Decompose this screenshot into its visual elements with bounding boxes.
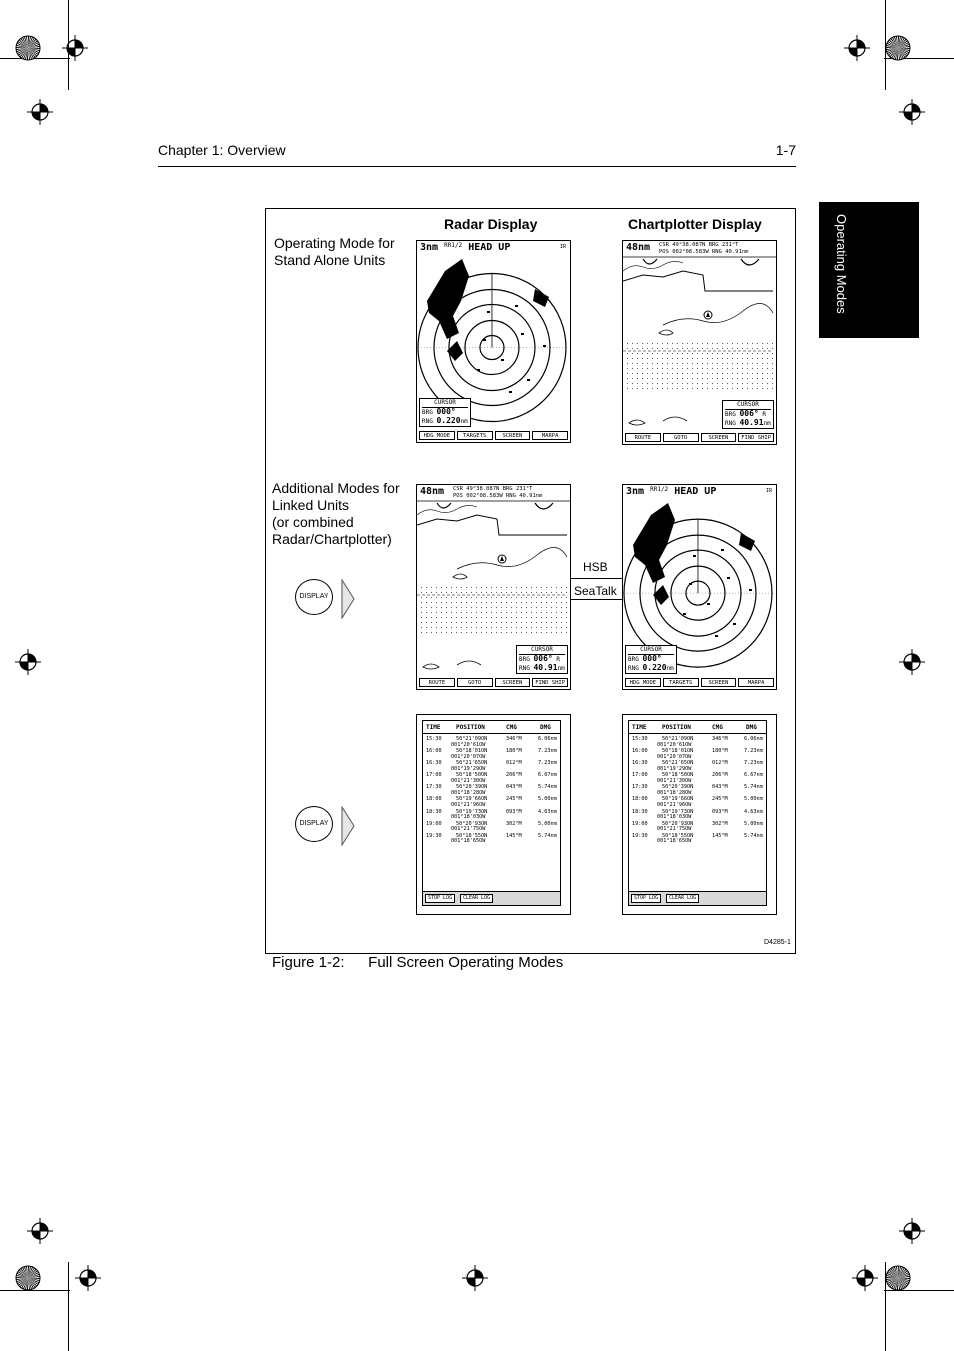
- coastline: [417, 515, 567, 535]
- row-lat: 50°21'09ON: [662, 736, 694, 742]
- softkey-targets[interactable]: TARGETS: [663, 678, 699, 687]
- row-lon: 001°21'96OW: [451, 801, 486, 808]
- target-echo: [543, 345, 546, 347]
- rng-unit: nm: [557, 665, 565, 672]
- row-lon: 001°21'75OW: [451, 826, 486, 833]
- registration-mark: [899, 649, 925, 675]
- row-dmg: 5.00nm: [538, 796, 557, 803]
- chapter-title: Chapter 1: Overview: [158, 142, 286, 158]
- row-lon: 001°20'07OW: [657, 753, 692, 760]
- registration-mark: [899, 1218, 925, 1244]
- cursor-readout: [419, 398, 471, 427]
- trim-mark: [68, 1262, 69, 1351]
- ir-indicator: IR: [765, 488, 772, 494]
- rng-label: RNG: [422, 418, 433, 425]
- clear-log-button[interactable]: CLEAR LOG: [666, 894, 699, 903]
- registration-mark: [462, 1265, 488, 1291]
- page-number: 1-7: [775, 142, 796, 158]
- table-row: [426, 833, 558, 845]
- target-echo: [477, 369, 480, 371]
- row-lon: 001°20'61OW: [657, 741, 692, 748]
- row-cmg: 180°M: [712, 748, 728, 755]
- brg-label: BRG: [422, 409, 433, 416]
- log-footer: [423, 891, 560, 905]
- row-dmg: 6.06nm: [744, 736, 763, 742]
- column-header: DMG: [540, 724, 551, 731]
- registration-mark: [27, 1218, 53, 1244]
- chart-scale: 48nm: [626, 242, 651, 253]
- table-row: [632, 784, 764, 796]
- row-lat: 50°19'73ON: [456, 808, 488, 815]
- cursor-readout: [625, 645, 677, 674]
- table-row: [426, 736, 558, 748]
- coastline: [623, 271, 773, 291]
- note-line: Operating Mode for: [274, 235, 395, 251]
- row-dmg: 4.63nm: [538, 808, 557, 815]
- row-time: 19:30: [632, 832, 648, 839]
- figure-number: Figure 1-2:: [272, 954, 345, 971]
- target-echo: [727, 577, 730, 579]
- hsb-label: HSB: [583, 560, 608, 574]
- rng-value: 0.220: [642, 663, 667, 672]
- row-dmg: 7.23nm: [744, 748, 763, 755]
- brg-value: 000°: [436, 407, 456, 416]
- row-time: 16:00: [632, 748, 648, 755]
- registration-mark: [75, 1265, 101, 1291]
- row-lat: 50°18'55ON: [456, 832, 488, 839]
- row-lon: 001°18'28OW: [657, 789, 692, 796]
- radar-range: 3nm $^{RR1/2}$ HEAD UP: [626, 486, 717, 497]
- table-row: [426, 809, 558, 821]
- brg-label: BRG: [628, 656, 639, 663]
- row-lon: 001°18'03OW: [657, 814, 692, 821]
- radar-mode: HEAD UP: [674, 486, 717, 497]
- registration-mark: [899, 99, 925, 125]
- row-cmg: 302°M: [506, 820, 522, 827]
- row-lon: 001°18'65OW: [451, 838, 486, 845]
- registration-mark: [27, 99, 53, 125]
- row-lon: 001°18'65OW: [657, 838, 692, 845]
- softkey-screen[interactable]: SCREEN: [495, 431, 531, 440]
- softkey-find-ship[interactable]: FIND SHIP: [738, 433, 774, 442]
- log-table: [628, 720, 767, 906]
- softkey-screen[interactable]: SCREEN: [701, 678, 737, 687]
- column-header: CMG: [506, 724, 517, 731]
- log-screen: [416, 714, 571, 915]
- row-lon: 001°19'29OW: [657, 765, 692, 772]
- arrow-right-icon: [341, 806, 355, 846]
- softkey-hdg-mode[interactable]: HDG MODE: [625, 678, 661, 687]
- softkey-bar: [419, 431, 568, 440]
- row-lat: 50°21'65ON: [662, 760, 694, 767]
- row-lon: 001°21'96OW: [657, 801, 692, 808]
- target-echo: [721, 549, 724, 551]
- row-time: 19:00: [632, 820, 648, 827]
- row-lon: 001°20'07OW: [451, 753, 486, 760]
- row-dmg: 5.74nm: [744, 784, 763, 791]
- row-dmg: 5.74nm: [538, 784, 557, 791]
- row-dmg: 5.00nm: [538, 820, 557, 827]
- softkey-screen[interactable]: SCREEN: [495, 678, 531, 687]
- cursor-readout: [516, 645, 568, 674]
- softkey-bar: [625, 678, 774, 687]
- row-lat: 50°21'09ON: [456, 736, 488, 742]
- registration-wheel: [885, 35, 911, 61]
- row-time: 18:00: [426, 796, 442, 803]
- ir-indicator: IR: [559, 244, 566, 250]
- island: [643, 259, 657, 264]
- log-footer: [629, 891, 766, 905]
- target-echo: [483, 339, 486, 341]
- row-cmg: 245°M: [712, 796, 728, 803]
- page-header: [158, 142, 796, 167]
- table-row: [426, 748, 558, 760]
- row-dmg: 4.63nm: [744, 808, 763, 815]
- island: [741, 259, 759, 265]
- row-time: 17:00: [426, 772, 442, 779]
- brg-value: 000°: [642, 654, 662, 663]
- column-header: POSITION: [456, 724, 485, 731]
- table-row: [426, 821, 558, 833]
- row-time: 18:30: [632, 808, 648, 815]
- row-cmg: 245°M: [506, 796, 522, 803]
- row-lat: 50°20'39ON: [456, 784, 488, 791]
- arrow-right-icon: [341, 579, 355, 619]
- softkey-marpa[interactable]: MARPA: [738, 678, 774, 687]
- row-lat: 50°18'01ON: [456, 748, 488, 755]
- rng-label: RNG: [725, 420, 736, 427]
- row-cmg: 093°M: [712, 808, 728, 815]
- row-cmg: 302°M: [712, 820, 728, 827]
- softkey-goto[interactable]: GOTO: [663, 433, 699, 442]
- display-button[interactable]: DISPLAY: [295, 806, 333, 842]
- cursor-title: CURSOR: [519, 646, 565, 655]
- chartplotter-screen: [622, 240, 777, 445]
- land-echo: [427, 259, 469, 339]
- row-lon: 001°21'30OW: [451, 777, 486, 784]
- row-cmg: 346°M: [712, 736, 728, 742]
- table-row: [426, 796, 558, 808]
- row-dmg: 7.23nm: [538, 748, 557, 755]
- figure-title: Full Screen Operating Modes: [368, 954, 564, 971]
- softkey-goto[interactable]: GOTO: [457, 678, 493, 687]
- figure-reference: D4285-1: [764, 939, 791, 946]
- registration-mark: [62, 35, 88, 61]
- radar-screen: [416, 240, 571, 443]
- row-time: 15:30: [426, 736, 442, 742]
- row-dmg: 5.74nm: [744, 832, 763, 839]
- softkey-targets[interactable]: TARGETS: [457, 431, 493, 440]
- brg-label: BRG: [519, 656, 530, 663]
- softkey-bar: [419, 678, 568, 687]
- table-row: [632, 736, 764, 748]
- row-dmg: 5.00nm: [744, 820, 763, 827]
- row-lat: 50°19'66ON: [456, 796, 488, 803]
- table-row: [426, 772, 558, 784]
- depth-contour: [457, 547, 567, 569]
- table-row: [632, 748, 764, 760]
- island: [437, 503, 451, 508]
- target-echo: [521, 333, 524, 335]
- table-row: [426, 760, 558, 772]
- row-cmg: 145°M: [506, 832, 522, 839]
- chart-position-readout: CSR 49°38.087N BRG 231°T POS 002°08.583W RNG 40.91nm: [659, 242, 749, 255]
- row-lon: 001°18'03OW: [451, 814, 486, 821]
- row-dmg: 6.06nm: [538, 736, 557, 742]
- log-table: [422, 720, 561, 906]
- row-lat: 50°20'93ON: [456, 820, 488, 827]
- registration-mark: [852, 1265, 878, 1291]
- row-lat: 50°19'73ON: [662, 808, 694, 815]
- target-echo: [689, 583, 692, 585]
- column-header: TIME: [426, 724, 441, 731]
- table-row: [632, 796, 764, 808]
- chartplotter-screen: [416, 484, 571, 690]
- row-lat: 50°18'50ON: [456, 772, 488, 779]
- brg-value: 006°: [533, 654, 553, 663]
- row-dmg: 5.74nm: [538, 832, 557, 839]
- row-dmg: 6.67nm: [538, 772, 557, 779]
- row-lat: 50°20'39ON: [662, 784, 694, 791]
- row-lat: 50°21'65ON: [456, 760, 488, 767]
- row-lat: 50°19'66ON: [662, 796, 694, 803]
- depth-contour: [663, 303, 773, 325]
- target-echo: [501, 359, 504, 361]
- row-lat: 50°18'55ON: [662, 832, 694, 839]
- radar-range: 3nm $^{RR1/2}$ HEAD UP: [420, 242, 511, 253]
- softkey-route[interactable]: ROUTE: [419, 678, 455, 687]
- registration-mark: [15, 649, 41, 675]
- note-line: Radar/Chartplotter): [272, 531, 392, 547]
- registration-wheel: [15, 35, 41, 61]
- row-cmg: 043°M: [506, 784, 522, 791]
- note-line: Additional Modes for: [272, 480, 400, 496]
- table-row: [426, 784, 558, 796]
- land-echo: [739, 533, 755, 551]
- column-header: POSITION: [662, 724, 691, 731]
- brg-suffix: R: [556, 656, 560, 663]
- softkey-hdg-mode[interactable]: HDG MODE: [419, 431, 455, 440]
- registration-mark: [844, 35, 870, 61]
- stop-log-button[interactable]: STOP LOG: [631, 894, 661, 903]
- softkey-find-ship[interactable]: FIND SHIP: [532, 678, 568, 687]
- chartplotter-column-heading: Chartplotter Display: [628, 216, 762, 232]
- radar-column-heading: Radar Display: [444, 216, 538, 232]
- target-echo: [683, 613, 686, 615]
- standalone-note: [274, 235, 395, 269]
- rng-label: RNG: [519, 665, 530, 672]
- target-echo: [749, 589, 752, 591]
- radar-screen: [622, 484, 777, 690]
- row-time: 17:30: [426, 784, 442, 791]
- display-button[interactable]: DISPLAY: [295, 579, 333, 615]
- row-time: 16:30: [632, 760, 648, 767]
- row-cmg: 012°M: [506, 760, 522, 767]
- row-time: 17:00: [632, 772, 648, 779]
- side-tab-label: Operating Modes: [834, 214, 849, 314]
- cursor-title: CURSOR: [422, 399, 468, 408]
- cursor-readout: [722, 400, 774, 429]
- stop-log-button[interactable]: STOP LOG: [425, 894, 455, 903]
- registration-wheel: [885, 1265, 911, 1291]
- rng-unit: nm: [666, 665, 674, 672]
- rng-value: 0.220: [436, 416, 461, 425]
- link-line: [570, 599, 622, 600]
- table-row: [632, 809, 764, 821]
- row-time: 16:00: [426, 748, 442, 755]
- row-lon: 001°21'30OW: [657, 777, 692, 784]
- row-time: 15:30: [632, 736, 648, 742]
- radar-mode: HEAD UP: [468, 242, 511, 253]
- column-header: CMG: [712, 724, 723, 731]
- row-cmg: 093°M: [506, 808, 522, 815]
- registration-wheel: [15, 1265, 41, 1291]
- row-cmg: 206°M: [506, 772, 522, 779]
- column-header: TIME: [632, 724, 647, 731]
- softkey-marpa[interactable]: MARPA: [532, 431, 568, 440]
- table-row: [632, 833, 764, 845]
- table-row: [632, 821, 764, 833]
- rng-unit: nm: [763, 420, 771, 427]
- seatalk-label: SeaTalk: [574, 584, 617, 598]
- table-row: [632, 760, 764, 772]
- row-time: 18:00: [632, 796, 648, 803]
- chart-scale: 48nm: [420, 486, 445, 497]
- row-cmg: 012°M: [712, 760, 728, 767]
- cursor-title: CURSOR: [725, 401, 771, 410]
- clear-log-button[interactable]: CLEAR LOG: [460, 894, 493, 903]
- row-dmg: 7.23nm: [744, 760, 763, 767]
- row-lat: 50°18'01ON: [662, 748, 694, 755]
- target-echo: [487, 311, 490, 313]
- rng-value: 40.91: [533, 663, 558, 672]
- softkey-screen[interactable]: SCREEN: [701, 433, 737, 442]
- row-cmg: 043°M: [712, 784, 728, 791]
- brg-label: BRG: [725, 411, 736, 418]
- row-time: 19:00: [426, 820, 442, 827]
- note-line: (or combined: [272, 514, 354, 530]
- note-line: Linked Units: [272, 497, 350, 513]
- row-lat: 50°18'50ON: [662, 772, 694, 779]
- row-cmg: 180°M: [506, 748, 522, 755]
- row-lon: 001°19'29OW: [451, 765, 486, 772]
- log-screen: [622, 714, 777, 915]
- target-echo: [707, 603, 710, 605]
- chart-position-readout: CSR 49°38.087N BRG 231°T POS 002°08.583W RNG 40.91nm: [453, 486, 543, 499]
- row-cmg: 346°M: [506, 736, 522, 742]
- rng-value: 40.91: [739, 418, 764, 427]
- target-echo: [527, 379, 530, 381]
- row-dmg: 7.23nm: [538, 760, 557, 767]
- row-time: 18:30: [426, 808, 442, 815]
- softkey-route[interactable]: ROUTE: [625, 433, 661, 442]
- cursor-title: CURSOR: [628, 646, 674, 655]
- target-echo: [733, 623, 736, 625]
- rng-label: RNG: [628, 665, 639, 672]
- row-cmg: 206°M: [712, 772, 728, 779]
- row-time: 17:30: [632, 784, 648, 791]
- brg-value: 006°: [739, 409, 759, 418]
- brg-suffix: R: [762, 411, 766, 418]
- note-line: Stand Alone Units: [274, 252, 386, 268]
- side-tab: [819, 202, 919, 338]
- row-dmg: 5.00nm: [744, 796, 763, 803]
- target-echo: [509, 391, 512, 393]
- target-echo: [715, 635, 718, 637]
- row-lat: 50°20'93ON: [662, 820, 694, 827]
- figure-caption: [272, 954, 563, 971]
- target-echo: [693, 555, 696, 557]
- row-lon: 001°20'61OW: [451, 741, 486, 748]
- table-row: [632, 772, 764, 784]
- row-dmg: 6.67nm: [744, 772, 763, 779]
- link-line: [570, 578, 622, 579]
- softkey-bar: [625, 433, 774, 442]
- column-header: DMG: [746, 724, 757, 731]
- row-lon: 001°18'28OW: [451, 789, 486, 796]
- row-time: 19:30: [426, 832, 442, 839]
- row-time: 16:30: [426, 760, 442, 767]
- island: [535, 503, 553, 509]
- row-lon: 001°21'75OW: [657, 826, 692, 833]
- target-echo: [515, 305, 518, 307]
- row-cmg: 145°M: [712, 832, 728, 839]
- linked-note: [272, 480, 400, 548]
- rng-unit: nm: [460, 418, 468, 425]
